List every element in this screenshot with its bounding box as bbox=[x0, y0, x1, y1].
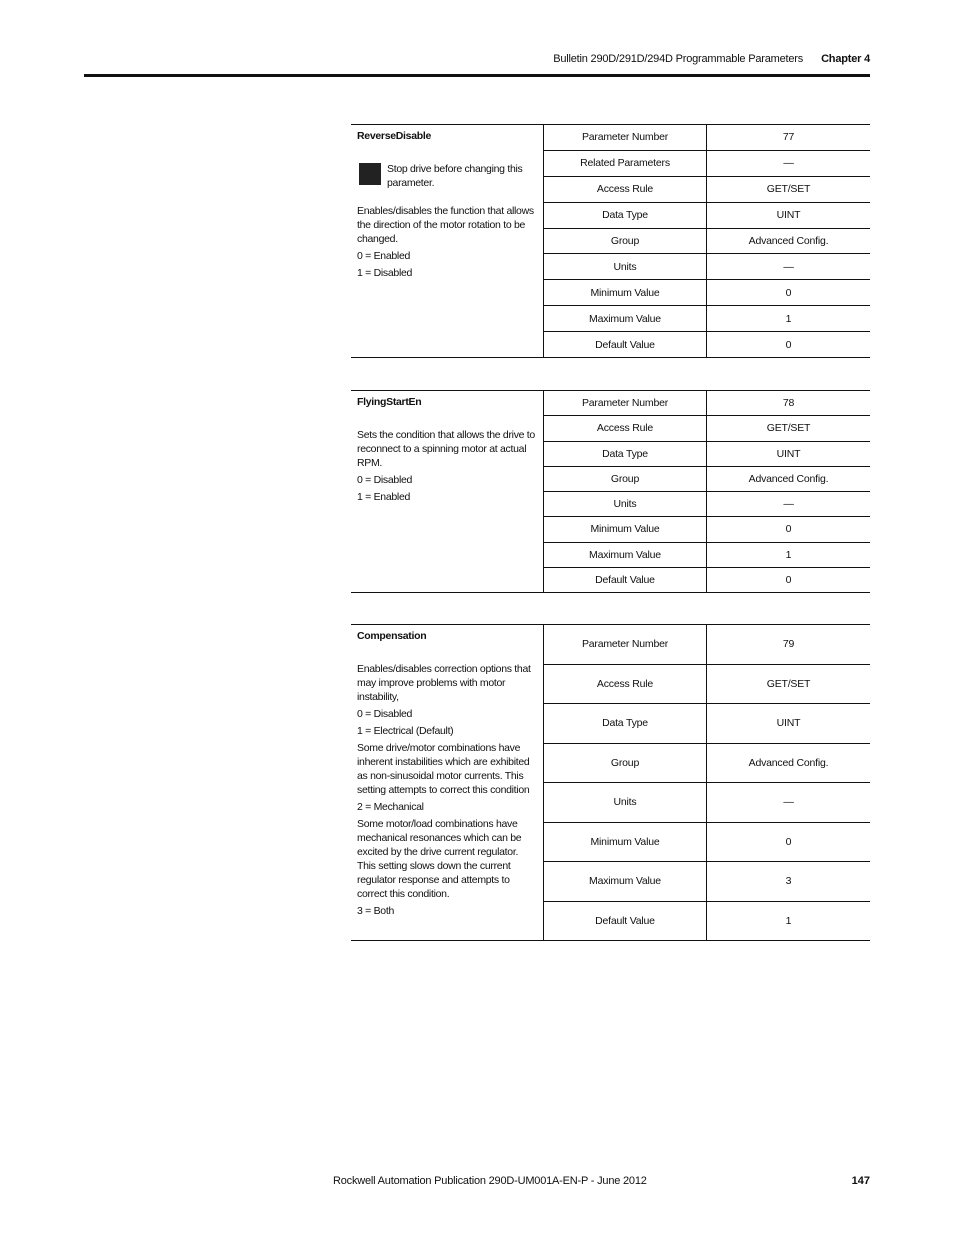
attr-label: Default Value bbox=[544, 902, 707, 941]
table-row bbox=[544, 862, 870, 902]
description-text: Some drive/motor combinations have inherent instabilities which are exhibited as non-sinusoidal motor currents. This setting attempts to correct this condition bbox=[357, 742, 530, 796]
table-row bbox=[544, 306, 870, 332]
table-row bbox=[544, 744, 870, 784]
attr-label: Units bbox=[544, 783, 707, 822]
attention-icon bbox=[359, 163, 381, 185]
param-name: FlyingStartEn bbox=[357, 396, 422, 408]
attr-value: 78 bbox=[782, 397, 795, 410]
table-row bbox=[544, 625, 870, 665]
attr-value: 1 bbox=[785, 548, 792, 561]
param-description bbox=[351, 125, 544, 357]
attr-value: 0 bbox=[785, 338, 792, 351]
attr-label: Data Type bbox=[544, 442, 707, 466]
attr-value: 0 bbox=[785, 523, 792, 536]
attr-label: Default Value bbox=[544, 568, 707, 592]
attr-label: Maximum Value bbox=[544, 306, 707, 331]
table-row bbox=[544, 177, 870, 203]
attr-label: Minimum Value bbox=[544, 517, 707, 541]
attr-value: UINT bbox=[776, 209, 801, 222]
attr-value: 1 bbox=[785, 312, 792, 325]
option-text: 1 = Electrical (Default) bbox=[357, 725, 454, 737]
page-number: 147 bbox=[851, 1175, 870, 1187]
attr-label: Parameter Number bbox=[544, 125, 707, 150]
table-row bbox=[544, 416, 870, 441]
table-row bbox=[544, 442, 870, 467]
attr-value: Advanced Config. bbox=[748, 756, 829, 769]
table-row bbox=[544, 543, 870, 568]
table-row bbox=[544, 568, 870, 592]
table-row bbox=[544, 229, 870, 255]
attr-value: Advanced Config. bbox=[748, 235, 829, 247]
attention-note bbox=[357, 162, 537, 190]
table-row bbox=[544, 125, 870, 151]
attr-label: Maximum Value bbox=[544, 862, 707, 901]
table-row bbox=[544, 254, 870, 280]
param-table-reverse-disable bbox=[351, 124, 870, 358]
attr-label: Units bbox=[544, 492, 707, 516]
param-description bbox=[351, 625, 544, 940]
attr-value: 0 bbox=[785, 286, 792, 299]
param-name: Compensation bbox=[357, 630, 427, 642]
attr-label: Default Value bbox=[544, 332, 707, 357]
attr-value: — bbox=[783, 260, 794, 273]
attr-value: — bbox=[783, 796, 794, 809]
attr-value: 1 bbox=[785, 914, 792, 927]
table-row bbox=[544, 823, 870, 863]
header-rule bbox=[84, 74, 870, 77]
param-name: ReverseDisable bbox=[357, 130, 432, 142]
attr-label: Minimum Value bbox=[544, 823, 707, 862]
option-text: 1 = Disabled bbox=[357, 267, 413, 279]
attr-value: 3 bbox=[785, 875, 792, 888]
attr-label: Data Type bbox=[544, 203, 707, 228]
description-text: Some motor/load combinations have mechanical resonances which can be excited by the drive current regulator. This setting slows down the current regulator response and attempts to correct this condition. bbox=[357, 818, 522, 900]
attr-label: Access Rule bbox=[544, 665, 707, 704]
attr-label: Group bbox=[544, 467, 707, 491]
attr-value: 0 bbox=[785, 573, 792, 586]
attr-value: UINT bbox=[776, 717, 801, 730]
option-text: 0 = Disabled bbox=[357, 708, 413, 720]
param-attributes bbox=[544, 391, 870, 592]
attr-label: Group bbox=[544, 229, 707, 254]
option-text: 2 = Mechanical bbox=[357, 801, 424, 813]
table-row bbox=[544, 391, 870, 416]
attr-label: Maximum Value bbox=[544, 543, 707, 567]
table-row bbox=[544, 492, 870, 517]
table-row bbox=[544, 203, 870, 229]
table-row bbox=[544, 151, 870, 177]
attr-label: Units bbox=[544, 254, 707, 279]
attr-value: GET/SET bbox=[766, 677, 811, 690]
param-description bbox=[351, 391, 544, 592]
option-text: 0 = Disabled bbox=[357, 474, 413, 486]
attr-value: 77 bbox=[782, 131, 795, 144]
attr-value: 79 bbox=[782, 638, 795, 651]
table-row bbox=[544, 783, 870, 823]
attr-label: Parameter Number bbox=[544, 391, 707, 415]
attention-text: Stop drive before changing this parameter. bbox=[387, 163, 523, 189]
param-table-compensation bbox=[351, 624, 870, 941]
footer-publication: Rockwell Automation Publication 290D-UM001A-EN-P - June 2012 bbox=[333, 1175, 647, 1187]
header-title: Bulletin 290D/291D/294D Programmable Parameters bbox=[553, 53, 804, 65]
attr-value: — bbox=[783, 157, 794, 170]
attr-label: Group bbox=[544, 744, 707, 783]
table-row bbox=[544, 467, 870, 492]
option-text: 3 = Both bbox=[357, 905, 395, 917]
attr-value: GET/SET bbox=[766, 183, 811, 196]
table-row bbox=[544, 332, 870, 357]
attr-label: Minimum Value bbox=[544, 280, 707, 305]
attr-value: Advanced Config. bbox=[748, 472, 829, 485]
table-row bbox=[544, 280, 870, 306]
option-text: 0 = Enabled bbox=[357, 250, 411, 262]
table-row bbox=[544, 665, 870, 705]
attr-label: Access Rule bbox=[544, 416, 707, 440]
attr-value: GET/SET bbox=[766, 422, 811, 435]
description-text: Sets the condition that allows the drive to reconnect to a spinning motor at actual RPM. bbox=[357, 429, 535, 469]
table-row bbox=[544, 704, 870, 744]
param-attributes bbox=[544, 125, 870, 357]
option-text: 1 = Enabled bbox=[357, 491, 411, 503]
chapter-label: Chapter 4 bbox=[821, 53, 870, 65]
attr-label: Related Parameters bbox=[544, 151, 707, 176]
attr-value: — bbox=[783, 498, 794, 511]
page-header bbox=[553, 53, 870, 65]
description-text: Enables/disables correction options that may improve problems with motor instability, bbox=[357, 663, 531, 703]
table-row bbox=[544, 517, 870, 542]
attr-label: Access Rule bbox=[544, 177, 707, 202]
table-row bbox=[544, 902, 870, 941]
param-attributes bbox=[544, 625, 870, 940]
attr-label: Data Type bbox=[544, 704, 707, 743]
attr-label: Parameter Number bbox=[544, 625, 707, 664]
param-table-flying-start-en bbox=[351, 390, 870, 593]
description-text: Enables/disables the function that allows the direction of the motor rotation to be changed. bbox=[357, 205, 534, 245]
attr-value: 0 bbox=[785, 835, 792, 848]
attr-value: UINT bbox=[776, 447, 801, 460]
